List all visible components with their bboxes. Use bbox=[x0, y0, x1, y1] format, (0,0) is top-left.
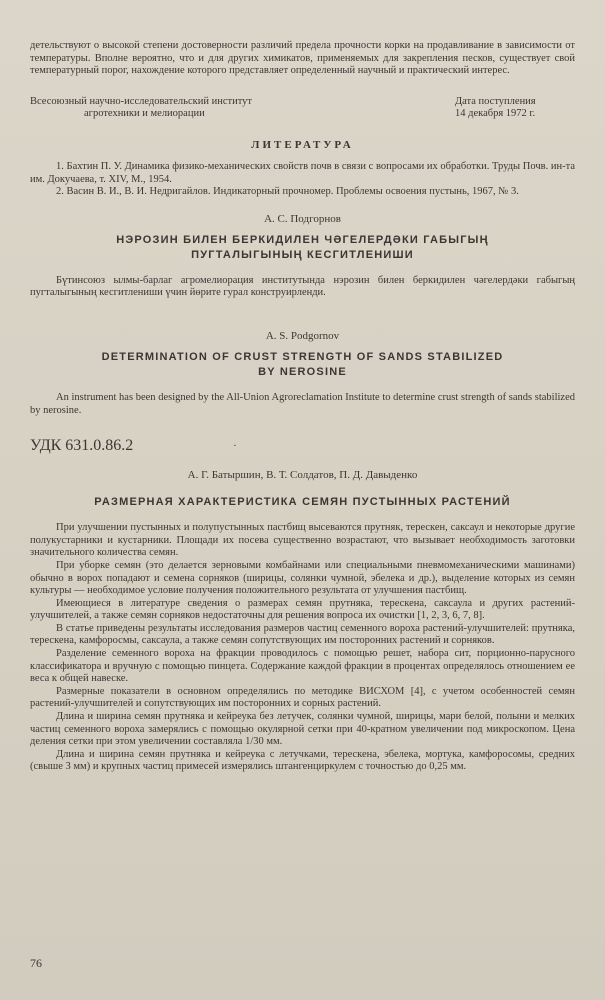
institution-block bbox=[30, 96, 575, 121]
article-paragraph-2: При уборке семян (это делается зерновыми комбайнами или специальными пневмомеханическими машинами) обычно в ворох попадают и семена сорняков (ширицы, солянки чумной, эбелека и др.), выделение которых из семян культуры — необходимое условие получения положительного результата от улучшения пастбищ. bbox=[30, 559, 575, 597]
article-paragraph-7: Длина и ширина семян прутняка и кейреука без летучек, солянки чумной, ширицы, мари белой, полыни и мелких частиц семенного вороха замерялись с помощью окулярной сетки при 40-кратном увеличении под микроскопом. Цена деления сетки при этом увеличении составляла 1/30 мм. bbox=[30, 711, 575, 748]
udk-mark: · bbox=[233, 440, 237, 452]
literature-heading: ЛИТЕРАТУРА bbox=[251, 138, 354, 151]
reference-2: 2. Васин В. И., В. И. Недригайлов. Индикаторный прочномер. Проблемы освоения пустынь, 1967, № 3. bbox=[56, 186, 519, 198]
article-paragraph-4: В статье приведены результаты исследования размеров частиц семенного вороха растений-улучшителей: прутняка, терескена, камфоросмы, саксаула, а также семян сопутствующих им посторонних растений и сорняков. bbox=[30, 622, 575, 647]
english-title-line-1: DETERMINATION OF CRUST STRENGTH OF SANDS STABILIZED bbox=[101, 350, 504, 363]
institution-name bbox=[30, 96, 350, 121]
article-paragraph-1: При улучшении пустынных и полупустынных пастбищ высеваются прутняк, терескен, саксаул и некоторые другие полукустарники и кустарники. Площади их посева существенно возрастают, что вызывает необходимость заготовки значительного количества семян. bbox=[30, 522, 575, 559]
english-title-line-2: BY NEROSINE bbox=[258, 365, 347, 378]
page-number: 76 bbox=[30, 956, 42, 970]
article-paragraph-8: Длина и ширина семян прутняка и кейреука с летучками, терескена, эбелека, мортука, камфоросомы, средних (свыше 3 мм) и крупных частиц примесей измерялись штангенциркулем с точностью до 0,25 мм. bbox=[30, 748, 575, 773]
turkmen-title bbox=[30, 233, 575, 263]
received-label: Дата поступления bbox=[455, 95, 536, 107]
udk-code: УДК 631.0.86.2 bbox=[30, 437, 134, 455]
reference-1: 1. Бахтин П. У. Динамика физико-механических свойств почв в связи с вопросами их обработки. Труды Почв. ин-та им. Докучаева, т. XIV, М., 1954. bbox=[30, 160, 575, 185]
article-paragraph-5: Разделение семенного вороха на фракции проводилось с помощью решет, набора сит, порционно-парусного классификатора и вручную с помощью пинцета. Содержание каждой фракции в процентах определялось отношением ее веса к общей навеске. bbox=[30, 648, 575, 685]
english-abstract: An instrument has been designed by the All-Union Agroreclamation Institute to determine crust strength of sands stabilized by nerosine. bbox=[30, 391, 575, 416]
turkmen-author: А. С. Подгорнов bbox=[264, 212, 341, 225]
intro-paragraph: детельствуют о высокой степени достоверности различий предела прочности корки на продавливание в зависимости от температуры. Вполне вероятно, что и для других химикатов, применяемых для закрепления песков, существует свой температурный порог, нахождение которого представляет определенный научный и практический интерес. bbox=[30, 40, 575, 77]
received-date: 14 декабря 1972 г. bbox=[455, 108, 536, 120]
article-paragraph-3: Имеющиеся в литературе сведения о размерах семян прутняка, терескена, саксаула и других растений-улучшителей, а также семян сорняков недостаточны для решения вопроса их очистки [1, 2, 3, 6, 7, 8]. bbox=[30, 597, 575, 622]
article-title: РАЗМЕРНАЯ ХАРАКТЕРИСТИКА СЕМЯН ПУСТЫННЫХ РАСТЕНИЙ bbox=[94, 496, 511, 509]
institution-line-1: Всесоюзный научно-исследовательский институт bbox=[30, 95, 252, 107]
turkmen-title-line-2: ПУГТАЛЫГЫНЫҢ КЕСГИТЛЕНИШИ bbox=[191, 248, 414, 261]
english-title bbox=[30, 350, 575, 380]
article-authors: А. Г. Батыршин, В. Т. Солдатов, П. Д. Давыденко bbox=[187, 469, 418, 482]
turkmen-abstract: Бүтинсоюз ылмы-барлаг агромелиорация институтында нэрозин билен беркидилен чәгелердәки габыгың пугталыгының кесгитлениши үчин йөрите гурал конструирленди. bbox=[30, 274, 575, 299]
institution-line-2: агротехники и мелиорации bbox=[84, 108, 205, 120]
udk-row bbox=[30, 437, 575, 455]
english-author: A. S. Podgornov bbox=[265, 329, 340, 342]
page-content bbox=[30, 40, 575, 774]
article-paragraph-6: Размерные показатели в основном определялись по методике ВИСХОМ [4], с учетом особенностей семян растений-улучшителей и сопутствующих им посторонних и сорных растений. bbox=[30, 685, 575, 710]
received-date-block bbox=[455, 96, 575, 121]
turkmen-title-line-1: НЭРОЗИН БИЛЕН БЕРКИДИЛЕН ЧӘГЕЛЕРДӘКИ ГАБЫГЫҢ bbox=[116, 233, 489, 246]
